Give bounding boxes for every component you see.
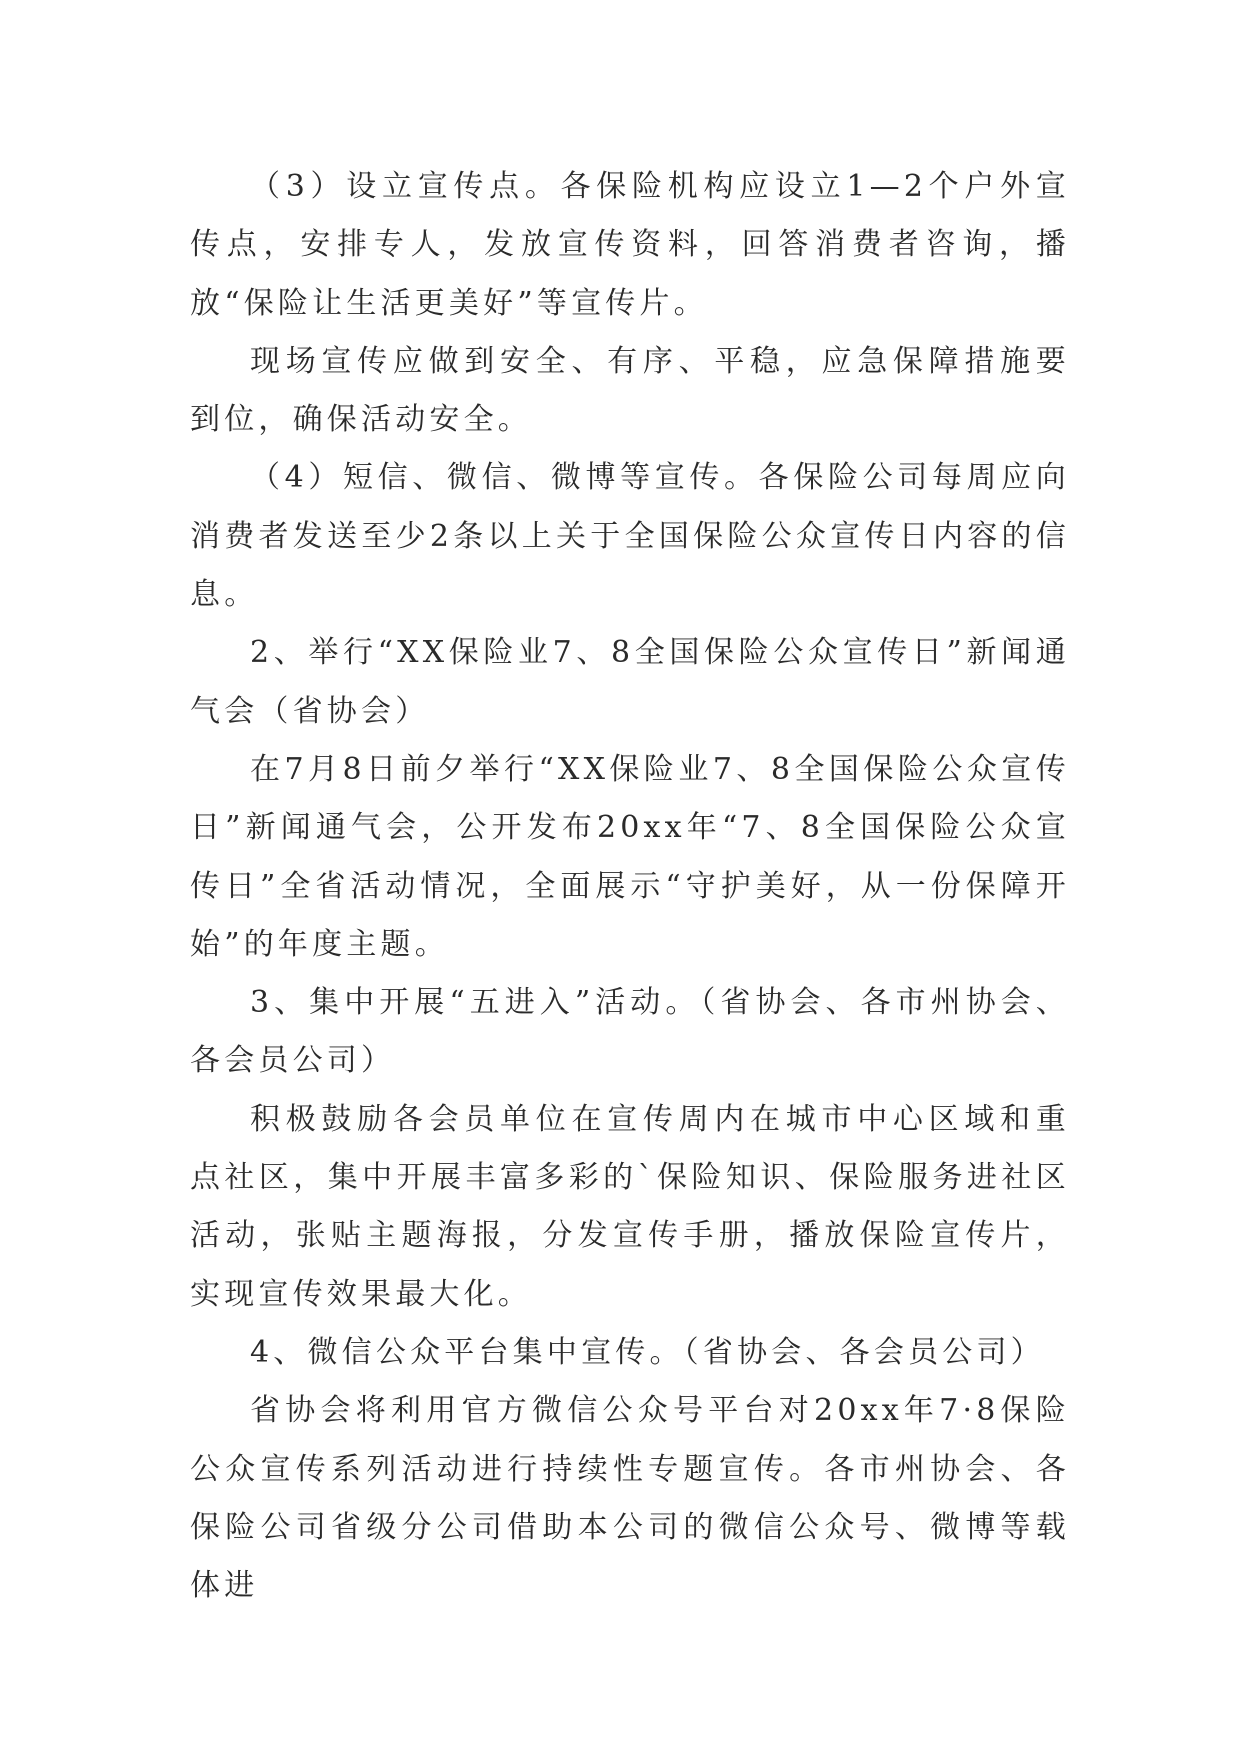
paragraph-wechat-platform-heading: 4、微信公众平台集中宣传。（省协会、各会员公司）	[250, 1334, 1045, 1370]
paragraph-five-entries-detail: 积极鼓励各会员单位在宣传周内在城市中心区域和重点社区，集中开展丰富多彩的`保险知识、保险服务进社区活动，张贴主题海报，分发宣传手册，播放保险宣传片，实现宣传效果最大化。	[190, 1101, 1070, 1312]
paragraph-onsite-safety: 现场宣传应做到安全、有序、平稳，应急保障措施要到位，确保活动安全。	[190, 343, 1070, 438]
paragraph-press-briefing-heading: 2、举行“XX保险业7、8全国保险公众宣传日”新闻通气会（省协会）	[190, 635, 1070, 729]
paragraph-five-entries-heading: 3、集中开展“五进入”活动。（省协会、各市州协会、各会员公司）	[190, 985, 1070, 1079]
document-body	[190, 158, 1070, 1615]
paragraph-sms-wechat-weibo: （4）短信、微信、微博等宣传。各保险公司每周应向消费者发送至少2条以上关于全国保险公众宣传日内容的信息。	[190, 460, 1070, 613]
paragraph-wechat-platform-detail: 省协会将利用官方微信公众号平台对20xx年7·8保险公众宣传系列活动进行持续性专题宣传。各市州协会、各保险公司省级分公司借助本公司的微信公众号、微博等载体进	[190, 1393, 1070, 1604]
paragraph-press-briefing-detail: 在7月8日前夕举行“XX保险业7、8全国保险公众宣传日”新闻通气会，公开发布20xx年“7、8全国保险公众宣传日”全省活动情况，全面展示“守护美好，从一份保障开始”的年度主题。	[190, 751, 1070, 962]
paragraph-publicity-points: （3）设立宣传点。各保险机构应设立1—2个户外宣传点，安排专人，发放宣传资料，回答消费者咨询，播放“保险让生活更美好”等宣传片。	[190, 169, 1070, 321]
